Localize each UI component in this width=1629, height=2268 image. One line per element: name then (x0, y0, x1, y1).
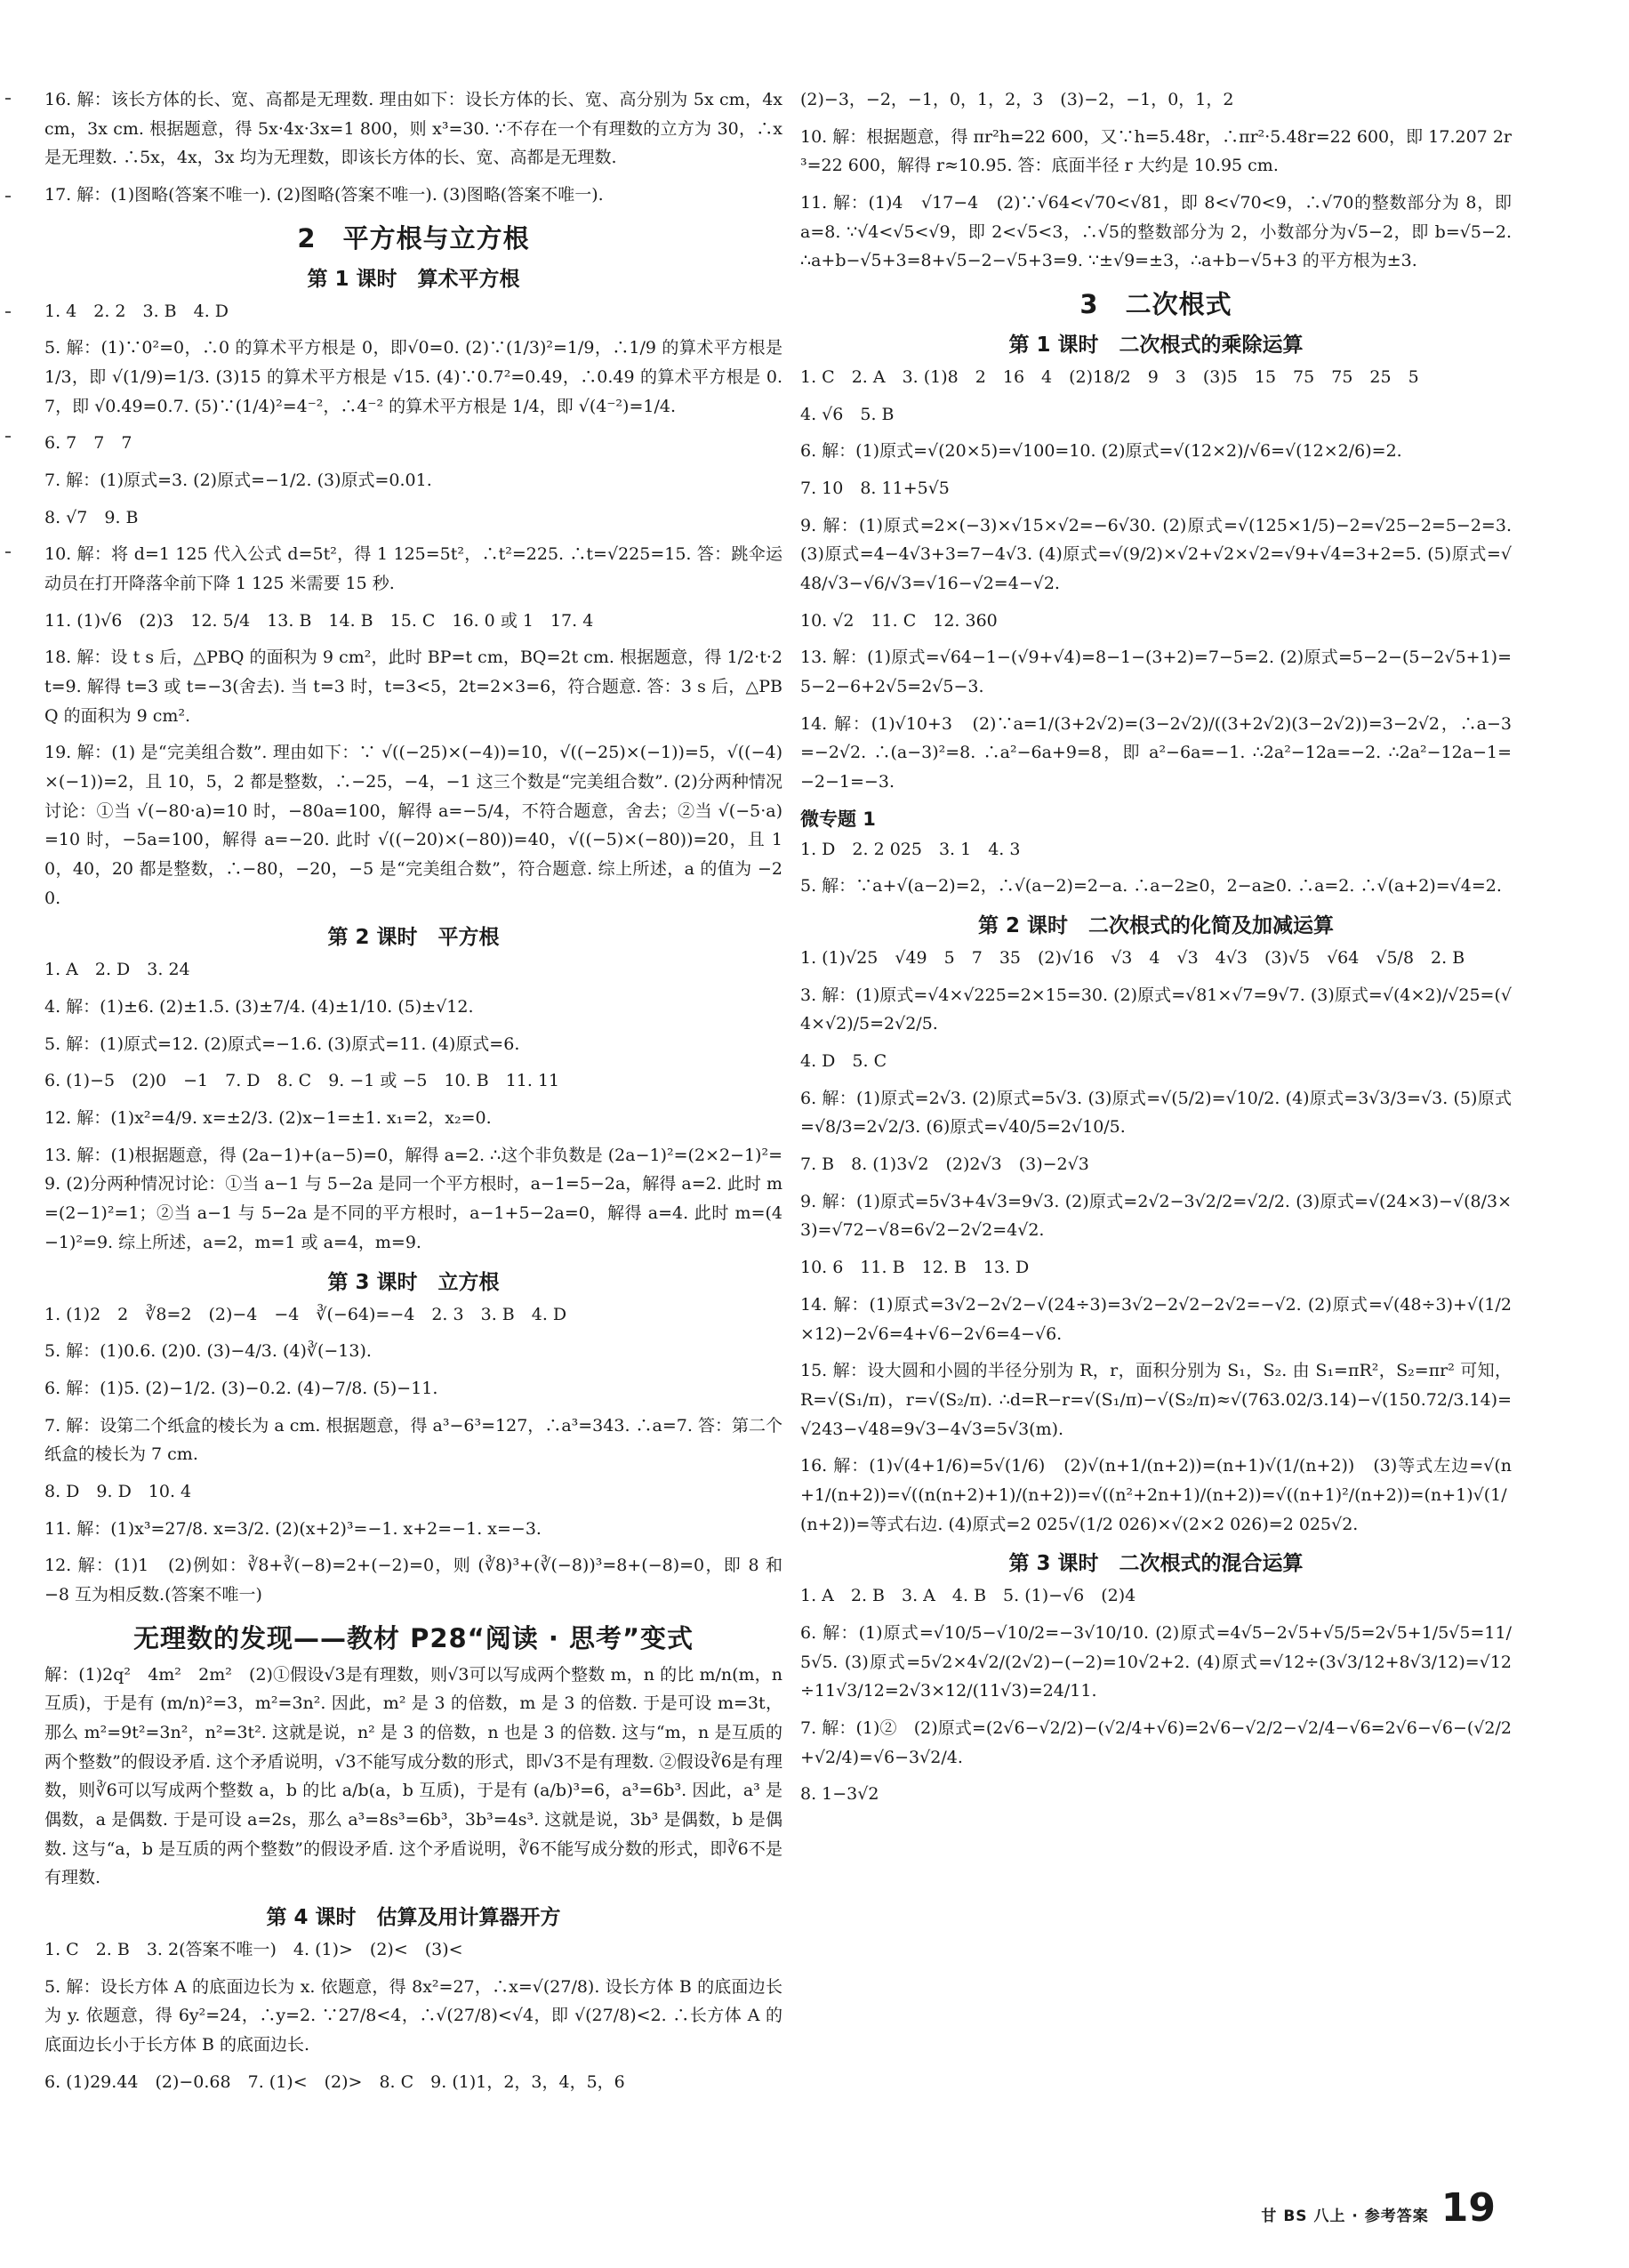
section-heading: 3 二次根式 (1079, 289, 1232, 320)
answer-paragraph: 10. √2 11. C 12. 360 (800, 610, 998, 631)
answer-paragraph: 6. 解：(1)原式=2√3. (2)原式=5√3. (3)原式=√(5/2)=√10/2. (4)原式=3√3/3=√3. (5)原式=√8/3=2√2/3. (6)原式=√40/5=2√10/5. (800, 1088, 1512, 1138)
answer-paragraph: 6. (1)−5 (2)0 −1 7. D 8. C 9. −1 或 −5 10. B 11. 11 (44, 1071, 560, 1091)
answer-paragraph: 7. 解：(1)② (2)原式=(2√6−√2/2)−(√2/4+√6)=2√6−√2/2−√2/4−√6=2√6−√6−(√2/2+√2/4)=√6−3√2/4. (800, 1717, 1512, 1767)
answer-paragraph: 5. 解：∵a+√(a−2)=2，∴√(a−2)=2−a. ∴a−2≥0，2−a≥0. ∴a=2. ∴√(a+2)=√4=2. (800, 876, 1502, 897)
answer-paragraph: 5. 解：设长方体 A 的底面边长为 x. 依题意，得 8x²=27，∴x=√(27/8). 设长方体 B 的底面边长为 y. 依题意，得 6y²=24，∴y=2. ∵27/8<4，∴√(27/8)<√4，即 √(27/8)<2. ∴长方体 A 的底面边长小于长方体 B 的底面边长. (44, 1976, 782, 2055)
answer-paragraph: 11. (1)√6 (2)3 12. 5/4 13. B 14. B 15. C 16. 0 或 1 17. 4 (44, 610, 594, 631)
answer-paragraph: 12. 解：(1)x²=4/9. x=±2/3. (2)x−1=±1. x₁=2，x₂=0. (44, 1108, 492, 1129)
answer-paragraph: 10. 解：将 d=1 125 代入公式 d=5t²，得 1 125=5t²，∴t²=225. ∴t=√225=15. 答：跳伞运动员在打开降落伞前下降 1 125 米需要 15 秒. (44, 544, 782, 594)
answer-paragraph: 4. 解：(1)±6. (2)±1.5. (3)±7/4. (4)±1/10. (5)±√12. (44, 997, 474, 1017)
section-heading: 微专题 1 (800, 808, 876, 830)
answer-column-right (800, 85, 1512, 1817)
answer-paragraph: 5. 解：(1)0.6. (2)0. (3)−4/3. (4)∛(−13). (44, 1341, 372, 1362)
answer-paragraph: 18. 解：设 t s 后，△PBQ 的面积为 9 cm²，此时 BP=t cm，BQ=2t cm. 根据题意，得 1/2·t·2t=9. 解得 t=3 或 t=−3(舍去). 当 t=3 时，t=3<5，2t=2×3=6，符合题意. 答：3 s 后，△PBQ 的面积为 9 cm². (44, 647, 782, 726)
binding-margin-marks (4, 89, 16, 623)
section-heading: 第 3 课时 立方根 (327, 1270, 500, 1294)
section-heading: 第 4 课时 估算及用计算器开方 (266, 1905, 561, 1929)
answer-paragraph: 6. 解：(1)5. (2)−1/2. (3)−0.2. (4)−7/8. (5)−11. (44, 1378, 438, 1398)
answer-paragraph: 5. 解：(1)原式=12. (2)原式=−1.6. (3)原式=11. (4)原式=6. (44, 1033, 520, 1054)
answer-paragraph: 4. D 5. C (800, 1051, 887, 1072)
answer-paragraph: 7. 10 8. 11+5√5 (800, 479, 950, 499)
answer-paragraph: 16. 解：该长方体的长、宽、高都是无理数. 理由如下：设长方体的长、宽、高分别为 5x cm，4x cm，3x cm. 根据题意，得 5x·4x·3x=1 800，则 x³=30. ∵不存在一个有理数的立方为 30，∴x 是无理数. ∴5x，4x，3x 均为无理数，即该长方体的长、宽、高都是无理数. (44, 90, 782, 168)
answer-paragraph: 9. 解：(1)原式=2×(−3)×√15×√2=−6√30. (2)原式=√(125×1/5)−2=√25−2=5−2=3. (3)原式=4−4√3+3=7−4√3. (4)原式=√(9/2)×√2+√2×√2=√9+√4=3+2=5. (5)原式=√48/√3−√6/√3=√16−√2=4−√2. (800, 515, 1512, 594)
answer-paragraph: 11. 解：(1)4 √17−4 (2)∵√64<√70<√81，即 8<√70<9，∴√70的整数部分为 8，即 a=8. ∵√4<√5<√9，即 2<√5<3，∴√5的整数部分为 2，小数部分为√5−2，即 b=√5−2. ∴a+b−√5+3=8+√5−2−√5+3=9. ∵±√9=±3，∴a+b−√5+3 的平方根为±3. (800, 193, 1512, 271)
section-heading: 2 平方根与立方根 (297, 222, 530, 253)
answer-paragraph: 1. (1)2 2 ∛8=2 (2)−4 −4 ∛(−64)=−4 2. 3 3. B 4. D (44, 1304, 567, 1324)
answer-paragraph: 6. 7 7 7 (44, 433, 132, 454)
answer-paragraph: 15. 解：设大圆和小圆的半径分别为 R，r，面积分别为 S₁，S₂. 由 S₁=πR²，S₂=πr² 可知，R=√(S₁/π)，r=√(S₂/π). ∴d=R−r=√(S₁/π)−√(S₂/π)≈√(763.02/3.14)−√(150.72/3.14)=√243−√48=9√3−4√3=5√3(m). (800, 1361, 1512, 1439)
answer-paragraph: 7. 解：(1)原式=3. (2)原式=−1/2. (3)原式=0.01. (44, 470, 432, 491)
answer-paragraph: 9. 解：(1)原式=5√3+4√3=9√3. (2)原式=2√2−3√2/2=√2/2. (3)原式=√(24×3)−√(8/3×3)=√72−√8=6√2−2√2=4√2. (800, 1191, 1512, 1241)
answer-paragraph: 3. 解：(1)原式=√4×√225=2×15=30. (2)原式=√81×√7=9√7. (3)原式=√(4×2)/√25=(√4×√2)/5=2√2/5. (800, 985, 1512, 1034)
answer-paragraph: 14. 解：(1)原式=3√2−2√2−√(24÷3)=3√2−2√2−2√2=−√2. (2)原式=√(48÷3)+√(1/2×12)−2√6=4+√6−2√6=4−√6. (800, 1294, 1512, 1344)
answer-paragraph: 1. (1)√25 √49 5 7 35 (2)√16 √3 4 √3 4√3 (3)√5 √64 √5/8 2. B (800, 948, 1465, 969)
answer-paragraph: 1. 4 2. 2 3. B 4. D (44, 301, 229, 321)
answer-column-left (44, 85, 782, 2104)
answer-paragraph: 5. 解：(1)∵0²=0，∴0 的算术平方根是 0，即√0=0. (2)∵(1/3)²=1/9，∴1/9 的算术平方根是 1/3，即 √(1/9)=1/3. (3)15 的算术平方根是 √15. (4)∵0.7²=0.49，∴0.49 的算术平方根是 0.7，即 √0.49=0.7. (5)∵(1/4)²=4⁻²，∴4⁻² 的算术平方根是 1/4，即 √(4⁻²)=1/4. (44, 338, 782, 416)
answer-paragraph: 13. 解：(1)根据题意，得 (2a−1)+(a−5)=0，解得 a=2. ∴这个非负数是 (2a−1)²=(2×2−1)²=9. (2)分两种情况讨论：①当 a−1 与 5−2a 是同一个平方根时，a−1=5−2a，解得 a=2. 此时 m=(2−1)²=1；②当 a−1 与 5−2a 是不同的平方根时，a−1+5−2a=0，解得 a=4. 此时 m=(4−1)²=9. 综上所述，a=2，m=1 或 a=4，m=9. (44, 1145, 782, 1252)
answer-paragraph: 19. 解：(1) 是“完美组合数”. 理由如下：∵ √((−25)×(−4))=10，√((−25)×(−1))=5，√((−4)×(−1))=2，且 10，5，2 都是整数，∴−25，−4，−1 这三个数是“完美组合数”. (2)分两种情况讨论：①当 √(−80·a)=10 时，−80a=100，解得 a=−5/4，不符合题意，舍去；②当 √(−5·a)=10 时，−5a=100，解得 a=−20. 此时 √((−20)×(−80))=40，√((−5)×(−80))=20，且 10，40，20 都是整数，∴−80，−20，−5 是“完美组合数”，符合题意. 综上所述，a 的值为 −20. (44, 743, 782, 908)
answer-paragraph: 8. D 9. D 10. 4 (44, 1481, 192, 1501)
answer-paragraph: 4. √6 5. B (800, 404, 895, 424)
answer-paragraph: 8. √7 9. B (44, 507, 139, 527)
footer-label: 甘 BS 八上 · 参考答案 (1261, 2208, 1429, 2225)
answer-paragraph: 解：(1)2q² 4m² 2m² (2)①假设√3是有理数，则√3可以写成两个整数 m，n 的比 m/n(m，n 互质)，于是有 (m/n)²=3，m²=3n². 因此，m² 是 3 的倍数，m 是 3 的倍数. 于是可设 m=3t，那么 m²=9t²=3n²，n²=3t². 这就是说，n² 是 3 的倍数，n 也是 3 的倍数. 这与“m，n 是互质的两个整数”的假设矛盾. 这个矛盾说明，√3不能写成分数的形式，即√3不是有理数. ②假设∛6是有理数，则∛6可以写成两个整数 a，b 的比 a/b(a，b 互质)，于是有 (a/b)³=6，a³=6b³. 因此，a³ 是偶数，a 是偶数. 于是可设 a=2s，那么 a³=8s³=6b³，3b³=4s³. 这就是说，3b³ 是偶数，b 是偶数. 这与“a，b 是互质的两个整数”的假设矛盾. 这个矛盾说明，∛6不能写成分数的形式，即∛6不是有理数. (44, 1664, 782, 1888)
section-heading: 无理数的发现——教材 P28“阅读 · 思考”变式 (132, 1622, 694, 1653)
answer-paragraph: 11. 解：(1)x³=27/8. x=3/2. (2)(x+2)³=−1. x+2=−1. x=−3. (44, 1518, 542, 1539)
answer-paragraph: 6. (1)29.44 (2)−0.68 7. (1)< (2)> 8. C 9. (1)1，2，3，4，5，6 (44, 2071, 625, 2092)
section-heading: 第 3 课时 二次根式的混合运算 (1008, 1552, 1304, 1576)
answer-paragraph: 13. 解：(1)原式=√64−1−(√9+√4)=8−1−(3+2)=7−5=2. (2)原式=5−2−(5−2√5+1)=5−2−6+2√5=2√5−3. (800, 647, 1512, 697)
section-heading: 第 1 课时 二次根式的乘除运算 (1008, 334, 1304, 358)
answer-paragraph: 16. 解：(1)√(4+1/6)=5√(1/6) (2)√(n+1/(n+2))=(n+1)√(1/(n+2)) (3)等式左边=√(n+1/(n+2))=√((n(n+2)+1)/(n+2))=√((n²+2n+1)/(n+2))=√((n+1)²/(n+2))=(n+1)√(1/(n+2))=等式右边. (4)原式=2 025√(1/2 026)×√(2×2 026)=2 025√2. (800, 1456, 1512, 1534)
page-footer (1261, 2185, 1496, 2231)
answer-paragraph: 1. A 2. D 3. 24 (44, 960, 190, 980)
answer-paragraph: 1. D 2. 2 025 3. 1 4. 3 (800, 839, 1021, 859)
answer-paragraph: 1. C 2. A 3. (1)8 2 16 4 (2)18/2 9 3 (3)5 15 75 75 25 5 (800, 367, 1419, 388)
answer-paragraph: 1. C 2. B 3. 2(答案不唯一) 4. (1)> (2)< (3)< (44, 1939, 463, 1959)
answer-paragraph: 14. 解：(1)√10+3 (2)∵a=1/(3+2√2)=(3−2√2)/((3+2√2)(3−2√2))=3−2√2，∴a−3=−2√2. ∴(a−3)²=8. ∴a²−6a+9=8，即 a²−6a=−1. ∴2a²−12a=−2. ∴2a²−12a−1=−2−1=−3. (800, 713, 1512, 792)
answer-paragraph: 7. B 8. (1)3√2 (2)2√3 (3)−2√3 (800, 1154, 1089, 1175)
answer-paragraph: 6. 解：(1)原式=√(20×5)=√100=10. (2)原式=√(12×2)/√6=√(12×2/6)=2. (800, 441, 1402, 462)
answer-paragraph: 10. 解：根据题意，得 πr²h=22 600，又∵h=5.48r，∴πr²·5.48r=22 600，即 17.207 2r³=22 600，解得 r≈10.95. 答：底面半径 r 大约是 10.95 cm. (800, 126, 1512, 176)
section-heading: 第 1 课时 算术平方根 (307, 267, 520, 291)
answer-paragraph: 17. 解：(1)图略(答案不唯一). (2)图略(答案不唯一). (3)图略(答案不唯一). (44, 185, 604, 205)
section-heading: 第 2 课时 平方根 (327, 926, 500, 950)
answer-paragraph: 10. 6 11. B 12. B 13. D (800, 1258, 1030, 1278)
page-number: 19 (1440, 2185, 1496, 2231)
answer-paragraph: (2)−3，−2，−1，0，1，2，3 (3)−2，−1，0，1，2 (800, 90, 1234, 109)
answer-paragraph: 8. 1−3√2 (800, 1784, 879, 1805)
answer-paragraph: 7. 解：设第二个纸盒的棱长为 a cm. 根据题意，得 a³−6³=127，∴a³=343. ∴a=7. 答：第二个纸盒的棱长为 7 cm. (44, 1415, 782, 1465)
answer-paragraph: 6. 解：(1)原式=√10/5−√10/2=−3√10/10. (2)原式=4√5−2√5+√5/5=2√5+1/5√5=11/5√5. (3)原式=5√2×4√2/(2√2)−(−2)=10√2+2. (4)原式=√12÷(3√3/12+8√3/12)=√12÷11√3/12=2√3×12/(11√3)=24/11. (800, 1622, 1512, 1701)
answer-paragraph: 12. 解：(1)1 (2)例如：∛8+∛(−8)=2+(−2)=0，则 (∛8)³+(∛(−8))³=8+(−8)=0，即 8 和 −8 互为相反数.(答案不唯一) (44, 1556, 782, 1604)
section-heading: 第 2 课时 二次根式的化简及加减运算 (977, 914, 1335, 938)
answer-paragraph: 1. A 2. B 3. A 4. B 5. (1)−√6 (2)4 (800, 1586, 1136, 1606)
